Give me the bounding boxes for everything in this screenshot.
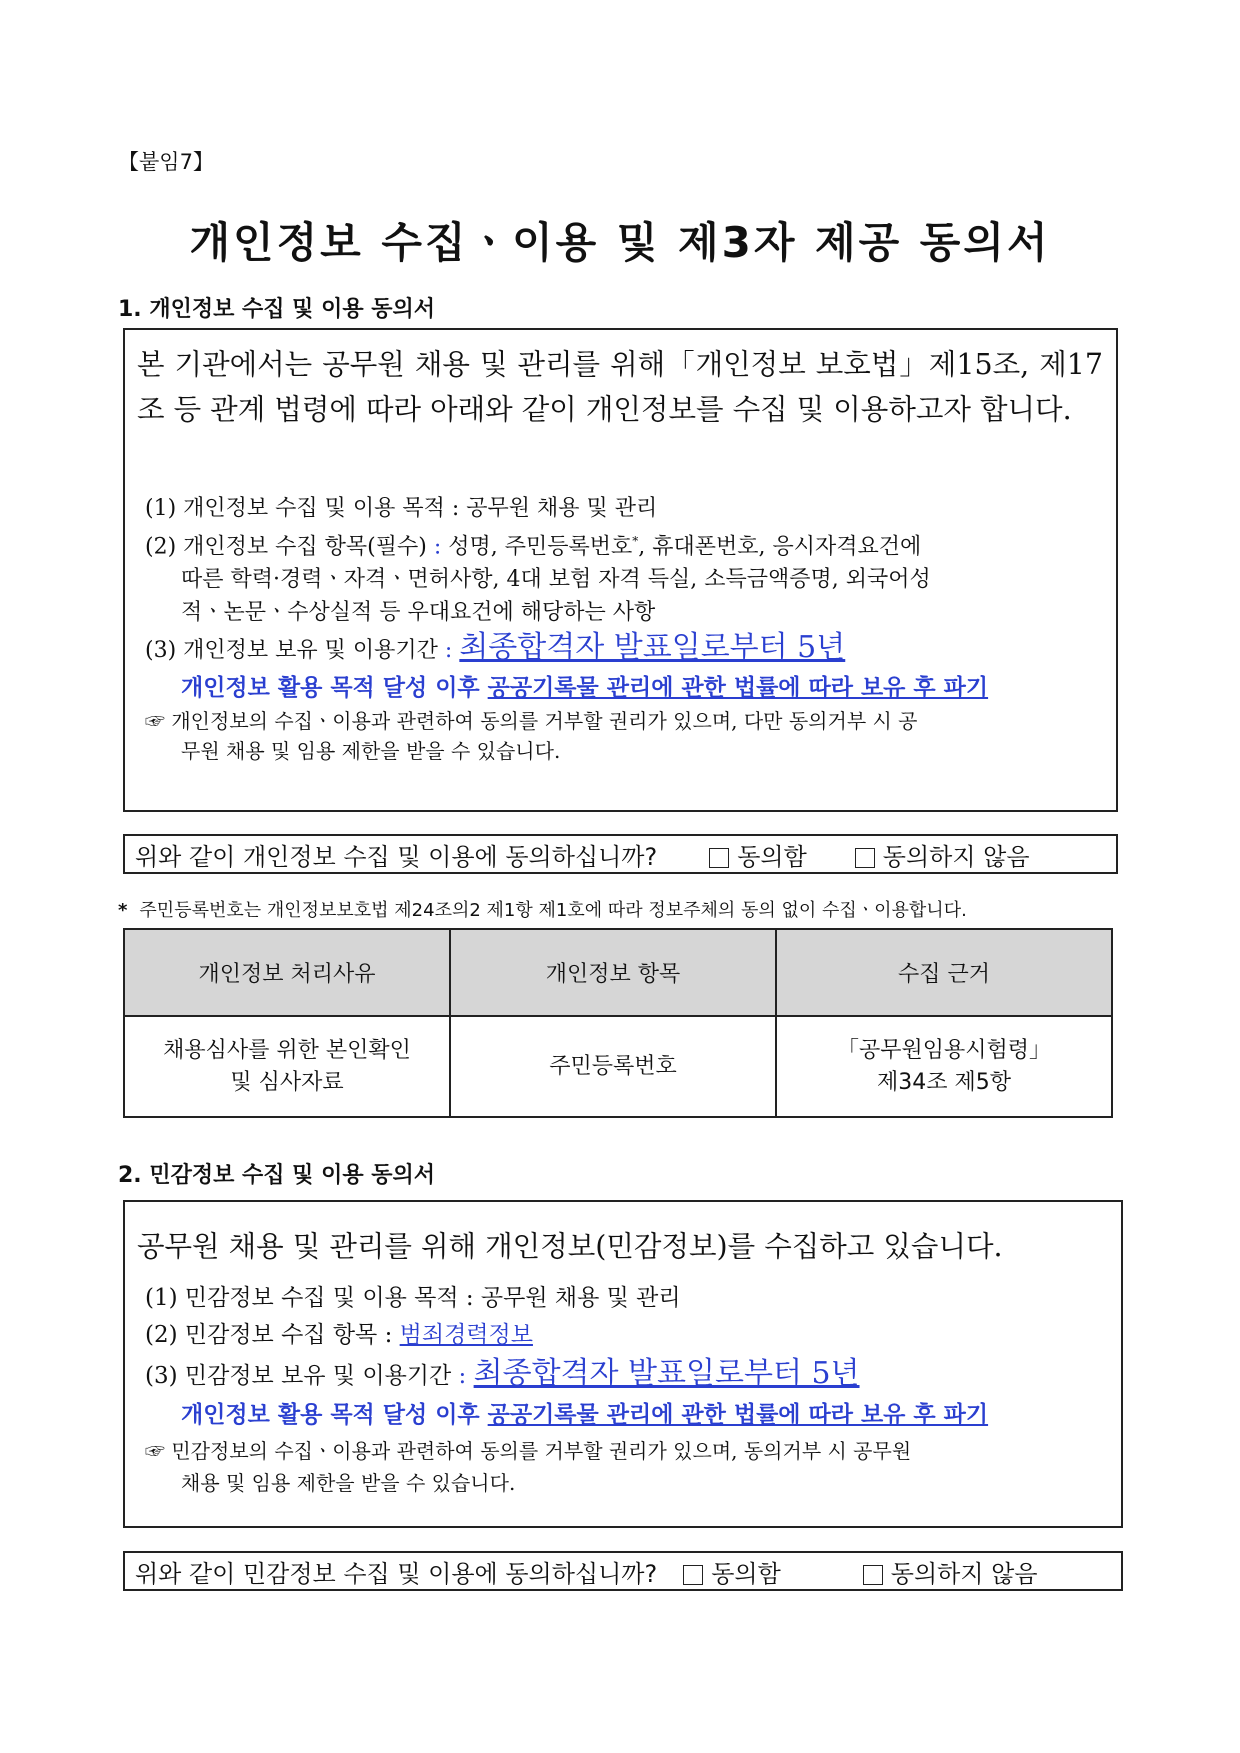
section2-agree-no[interactable]: 동의하지 않음 xyxy=(863,1554,1038,1589)
attachment-label: 【붙임7】 xyxy=(118,150,214,174)
legal-basis-table xyxy=(123,928,1113,1118)
footnote: * 주민등록번호는 개인정보보호법 제24조의2 제1항 제1호에 따라 정보주체의 동의 없이 수집ㆍ이용합니다. xyxy=(118,900,967,921)
section2-item2: (2) 민감정보 수집 항목 : 범죄경력정보 xyxy=(145,1322,533,1348)
section2-intro: 공무원 채용 및 관리를 위해 개인정보(민감정보)를 수집하고 있습니다. xyxy=(137,1230,1003,1263)
table-cell-basis: 「공무원임용시험령」 제34조 제5항 xyxy=(776,1016,1112,1117)
checkbox-icon[interactable] xyxy=(683,1565,703,1585)
checkbox-icon[interactable] xyxy=(863,1565,883,1585)
section1-item3-note: 개인정보 활용 목적 달성 이후 공공기록물 관리에 관한 법률에 따라 보유 후 파기 xyxy=(181,674,989,702)
table-header: 수집 근거 xyxy=(776,929,1112,1016)
section1-item2: (2) 개인정보 수집 항목(필수) : 성명, 주민등록번호*, 휴대폰번호, 응시자격요건에 따른 학력·경력ㆍ자격ㆍ면허사항, 4대 보험 자격 득실, 소득금액증명, 외국어성 적ㆍ논문ㆍ수상실적 등 우대요건에 해당하는 사항 xyxy=(145,534,931,626)
section2-item3: (3) 민감정보 보유 및 이용기간 : 최종합격자 발표일로부터 5년 xyxy=(145,1356,860,1391)
section2-item1: (1) 민감정보 수집 및 이용 목적 : 공무원 채용 및 관리 xyxy=(145,1285,681,1311)
page-title: 개인정보 수집ㆍ이용 및 제3자 제공 동의서 xyxy=(189,218,1051,267)
section1-intro: 본 기관에서는 공무원 채용 및 관리를 위해「개인정보 보호법」제15조, 제17조 등 관계 법령에 따라 아래와 같이 개인정보를 수집 및 이용하고자 합니다. xyxy=(137,348,1103,426)
section1-agree-no[interactable]: 동의하지 않음 xyxy=(855,837,1030,872)
section2-agree-question: 위와 같이 민감정보 수집 및 이용에 동의하십니까? xyxy=(135,1559,658,1588)
table-cell-reason: 채용심사를 위한 본인확인 및 심사자료 xyxy=(124,1016,450,1117)
section1-heading: 1. 개인정보 수집 및 이용 동의서 xyxy=(118,297,435,322)
section1-agree-yes[interactable]: 동의함 xyxy=(709,837,807,872)
pointing-hand-icon: ☞ xyxy=(145,1439,165,1463)
section2-item3-note: 개인정보 활용 목적 달성 이후 공공기록물 관리에 관한 법률에 따라 보유 후 파기 xyxy=(181,1401,989,1428)
section2-consent-box xyxy=(123,1200,1123,1528)
section1-agree-question: 위와 같이 개인정보 수집 및 이용에 동의하십니까? xyxy=(135,842,658,871)
section2-heading: 2. 민감정보 수집 및 이용 동의서 xyxy=(118,1163,435,1188)
section1-agree-row xyxy=(123,834,1118,874)
section1-item1: (1) 개인정보 수집 및 이용 목적 : 공무원 채용 및 관리 xyxy=(145,496,658,521)
table-row xyxy=(124,1016,1112,1117)
section1-refuse-notice: ☞ 개인정보의 수집ㆍ이용과 관련하여 동의를 거부할 권리가 있으며, 다만 동의거부 시 공 무원 채용 및 임용 제한을 받을 수 있습니다. xyxy=(145,709,918,764)
section2-agree-row xyxy=(123,1551,1123,1591)
table-header: 개인정보 항목 xyxy=(450,929,776,1016)
retention-period: 최종합격자 발표일로부터 5년 xyxy=(459,630,846,666)
section2-refuse-notice: ☞ 민감정보의 수집ㆍ이용과 관련하여 동의를 거부할 권리가 있으며, 동의거부 시 공무원 채용 및 임용 제한을 받을 수 있습니다. xyxy=(145,1439,912,1495)
table-header-row xyxy=(124,929,1112,1016)
table-header: 개인정보 처리사유 xyxy=(124,929,450,1016)
pointing-hand-icon: ☞ xyxy=(145,709,165,734)
retention-period: 최종합격자 발표일로부터 5년 xyxy=(473,1356,860,1391)
table-cell-item: 주민등록번호 xyxy=(450,1016,776,1117)
section1-item3: (3) 개인정보 보유 및 이용기간 : 최종합격자 발표일로부터 5년 xyxy=(145,630,846,666)
section1-consent-box xyxy=(123,328,1118,812)
checkbox-icon[interactable] xyxy=(709,848,729,868)
checkbox-icon[interactable] xyxy=(855,848,875,868)
section2-agree-yes[interactable]: 동의함 xyxy=(683,1554,781,1589)
